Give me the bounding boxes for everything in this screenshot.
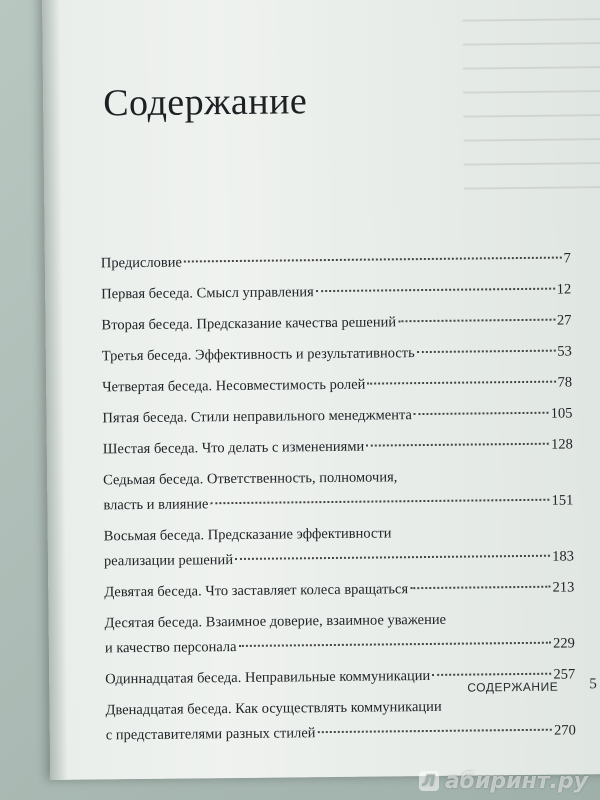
page-number: 5 [589,676,597,693]
toc-entry-page: 151 [551,492,574,509]
dot-leader [316,288,555,293]
toc-entry [102,370,572,406]
dot-leader [432,673,551,676]
dot-leader [417,350,556,353]
dot-leader [239,642,552,647]
toc-entry-page: 7 [563,250,571,267]
toc-entry-title: Девятая беседа. Что заставляет колеса вращаться [104,581,409,601]
toc-entry-page: 213 [552,579,575,596]
toc-entry [105,693,576,754]
toc-entry-title: Первая беседа. Смысл управления [101,284,314,303]
toc-entry-page: 229 [553,635,575,652]
dot-leader [367,381,555,385]
dot-leader [317,729,552,733]
toc-entry-title: Одиннадцатая беседа. Неправильные коммуникации [105,667,431,688]
toc-entry-title: с представителями разных стилей [105,725,316,744]
toc-entry [101,246,571,282]
show-through-text [462,0,600,226]
toc-entry-page: 105 [550,405,573,422]
toc-entry [103,463,574,524]
toc-entry-page: 53 [557,343,572,360]
toc-entry [104,575,574,611]
toc-entry [101,277,571,313]
toc-entry-page: 12 [556,281,572,298]
toc-entry-title: и качество персонала [104,638,237,657]
toc-entry-title: Предисловие [100,254,183,272]
toc-entry-title: власть и влияние [103,496,209,514]
toc-entry-page: 257 [553,666,576,683]
toc-entry-page: 27 [556,312,572,329]
toc-entry-page: 183 [552,548,575,565]
table-of-contents [101,246,576,754]
toc-entry-title: Восьмая беседа. Предсказание эффективности [103,525,392,545]
labirint-logo-icon: Л [419,771,439,791]
toc-entry-title: реализации решений [103,552,234,570]
dot-leader [410,586,550,589]
dot-leader [210,499,549,505]
running-footer-title: СОДЕРЖАНИЕ [467,679,559,695]
toc-entry-page: 270 [553,722,576,739]
toc-entry [103,432,573,468]
toc-entry-title: Вторая беседа. Предсказание качества решений [101,314,397,334]
toc-entry [102,339,572,375]
toc-entry-page: 78 [557,374,573,391]
dot-leader [235,555,550,560]
toc-entry-page: 128 [550,436,573,453]
dot-leader [184,257,562,263]
watermark-text: абиринт.ру [444,769,588,794]
toc-entry [105,606,576,667]
toc-entry-title: Десятая беседа. Взаимное доверие, взаимное уважение [104,611,447,632]
dot-leader [366,443,549,447]
toc-entry-title: Седьмая беседа. Ответственность, полномочия, [103,469,398,489]
toc-entry-title: Пятая беседа. Стили неправильного менеджмента [102,407,412,427]
book-page [42,0,600,780]
watermark [419,769,588,794]
page-title: Содержание [102,80,308,125]
toc-entry [104,519,575,580]
toc-entry-title: Двенадцатая беседа. Как осуществлять коммуникации [105,698,442,719]
toc-entry-title: Шестая беседа. Что делать с изменениями [102,438,365,458]
toc-entry-title: Третья беседа. Эффективность и результативность [101,345,415,365]
toc-entry-title: Четвертая беседа. Несовместимость ролей [102,376,366,396]
dot-leader [414,412,549,415]
toc-entry [101,308,571,344]
toc-entry [102,401,572,437]
spine-shadow [42,0,68,780]
dot-leader [398,319,555,323]
